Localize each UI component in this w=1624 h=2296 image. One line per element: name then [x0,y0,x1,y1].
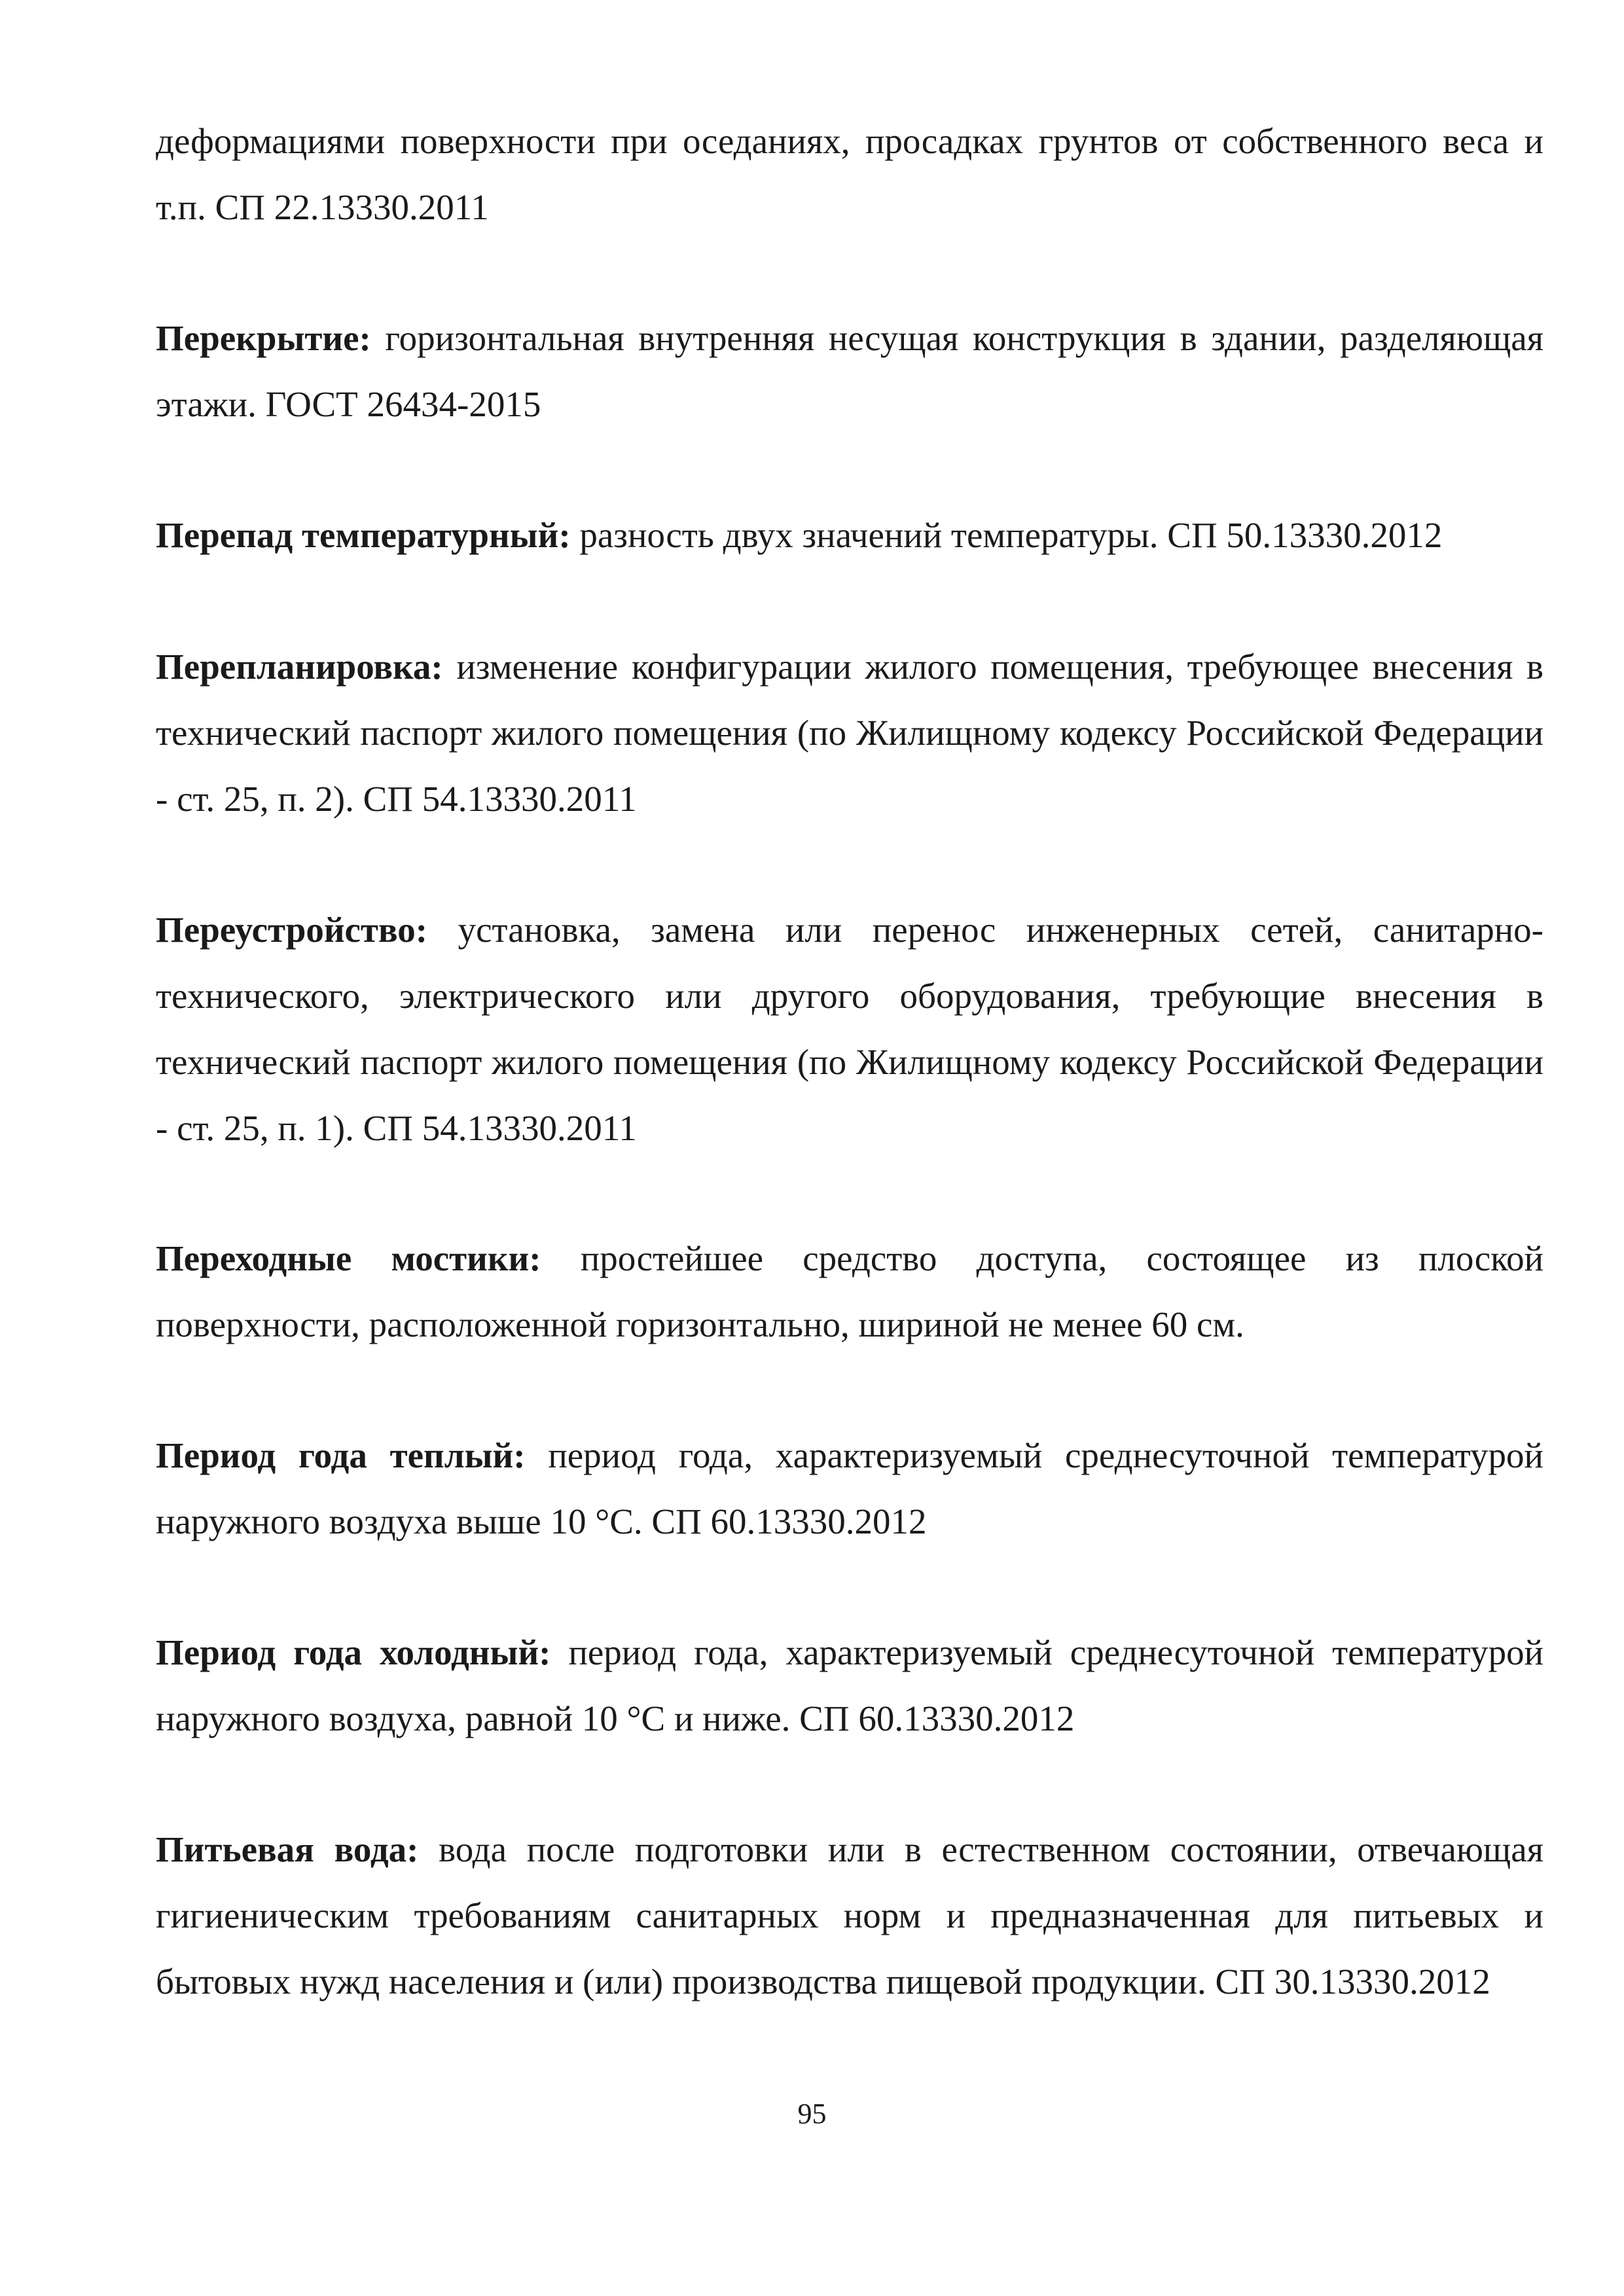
continuation-text: деформациями поверхности при оседаниях, просадках грунтов от собственного веса и т.п. СП 22.13330.2011 [156,121,1543,227]
entry-definition: разность двух значений температуры. СП 50.13330.2012 [579,515,1443,555]
entry-definition: изменение конфигурации жилого помещения, требующее внесения в технический паспорт жилого помещения (по Жилищному кодексу Российской Федерации - ст. 25, п. 2). СП 54.13330.2011 [156,647,1544,819]
entry-term: Перекрытие: [156,318,371,358]
entry-term: Переходные мостики: [156,1238,541,1278]
glossary-entry-period-kholodnyi [156,1619,1543,1751]
entry-definition: период года, характеризуемый среднесуточной температурой наружного воздуха выше 10 °С. СП 60.13330.2012 [156,1435,1543,1541]
page-number: 95 [797,2098,827,2130]
glossary-entry-period-teplyi [156,1422,1543,1554]
entry-definition: простейшее средство доступа, состоящее из плоской поверхности, расположенной горизонтально, шириной не менее 60 см. [156,1238,1543,1344]
glossary-entry-pitevaya-voda [156,1816,1543,2015]
glossary-entry-perepad [156,502,1543,568]
entry-definition: вода после подготовки или в естественном состоянии, отвечающая гигиеническим требованиям санитарных норм и предназначенная для питьевых и бытовых нужд населения и (или) производства пищевой продукции. СП 30.13330.2012 [156,1829,1543,2001]
glossary-entry-perekrytie [156,305,1543,437]
glossary-entry-perekhodnye-mostiki [156,1225,1543,1357]
entry-term: Перепланировка: [156,647,443,687]
entry-term: Питьевая вода: [156,1829,419,1869]
entry-definition: горизонтальная внутренняя несущая конструкция в здании, разделяющая этажи. ГОСТ 26434-2015 [156,318,1544,424]
entry-term: Перепад температурный: [156,515,571,555]
entry-definition: установка, замена или перенос инженерных сетей, санитарно-технического, электрического или другого оборудования, требующие внесения в технический паспорт жилого помещения (по Жилищному кодексу Российской Федерации - ст. 25, п. 1). СП 54.13330.2011 [156,910,1544,1148]
entry-definition: период года, характеризуемый среднесуточной температурой наружного воздуха, равной 10 °С и ниже. СП 60.13330.2012 [156,1632,1543,1738]
continuation-paragraph [156,108,1543,240]
entry-term: Период года холодный: [156,1632,551,1672]
entry-term: Переустройство: [156,910,428,950]
entry-term: Период года теплый: [156,1435,526,1475]
glossary-entry-pereplanirovka [156,634,1543,832]
glossary-entry-pereustroistvo [156,897,1543,1161]
